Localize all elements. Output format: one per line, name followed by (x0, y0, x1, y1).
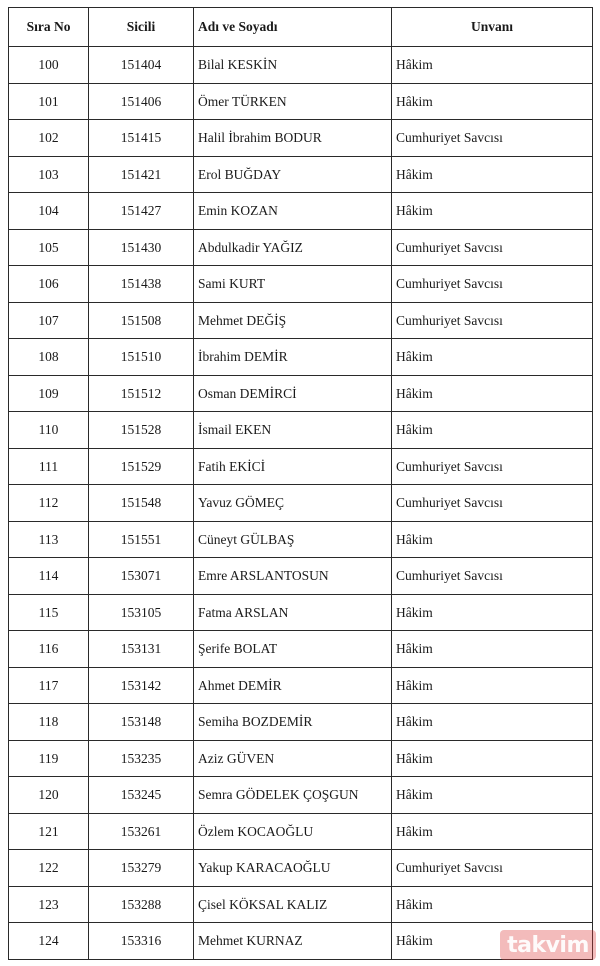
cell-sicili: 153105 (89, 594, 194, 631)
cell-sira-no: 121 (9, 813, 89, 850)
cell-adi-soyadi: Semiha BOZDEMİR (194, 704, 392, 741)
table-row (9, 156, 593, 193)
cell-sicili: 153245 (89, 777, 194, 814)
cell-sira-no: 116 (9, 631, 89, 668)
cell-unvani: Hâkim (392, 156, 593, 193)
cell-sicili: 151508 (89, 302, 194, 339)
cell-adi-soyadi: Ahmet DEMİR (194, 667, 392, 704)
cell-sira-no: 124 (9, 923, 89, 960)
cell-sira-no: 115 (9, 594, 89, 631)
watermark-text: takvim (507, 932, 589, 958)
table-row (9, 886, 593, 923)
cell-adi-soyadi: Emre ARSLANTOSUN (194, 558, 392, 595)
cell-adi-soyadi: Mehmet DEĞİŞ (194, 302, 392, 339)
cell-sicili: 153261 (89, 813, 194, 850)
cell-unvani: Hâkim (392, 412, 593, 449)
personnel-table (8, 7, 593, 960)
cell-sira-no: 105 (9, 229, 89, 266)
cell-unvani: Cumhuriyet Savcısı (392, 229, 593, 266)
header-sira-no: Sıra No (9, 8, 89, 47)
cell-sira-no: 120 (9, 777, 89, 814)
table-row (9, 813, 593, 850)
cell-unvani: Hâkim (392, 521, 593, 558)
cell-sira-no: 111 (9, 448, 89, 485)
cell-unvani: Hâkim (392, 47, 593, 84)
cell-unvani: Cumhuriyet Savcısı (392, 302, 593, 339)
cell-sira-no: 101 (9, 83, 89, 120)
cell-adi-soyadi: Ömer TÜRKEN (194, 83, 392, 120)
cell-adi-soyadi: İsmail EKEN (194, 412, 392, 449)
takvim-watermark-logo (500, 930, 596, 960)
table-row (9, 47, 593, 84)
cell-unvani: Cumhuriyet Savcısı (392, 448, 593, 485)
cell-sira-no: 107 (9, 302, 89, 339)
cell-sicili: 153071 (89, 558, 194, 595)
cell-sira-no: 114 (9, 558, 89, 595)
cell-sira-no: 104 (9, 193, 89, 230)
cell-sicili: 151415 (89, 120, 194, 157)
cell-unvani: Hâkim (392, 777, 593, 814)
cell-adi-soyadi: Çisel KÖKSAL KALIZ (194, 886, 392, 923)
cell-sicili: 151529 (89, 448, 194, 485)
cell-adi-soyadi: Fatih EKİCİ (194, 448, 392, 485)
cell-unvani: Hâkim (392, 813, 593, 850)
cell-unvani: Cumhuriyet Savcısı (392, 485, 593, 522)
table-row (9, 777, 593, 814)
cell-sira-no: 117 (9, 667, 89, 704)
cell-sira-no: 112 (9, 485, 89, 522)
cell-adi-soyadi: Abdulkadir YAĞIZ (194, 229, 392, 266)
cell-sicili: 151528 (89, 412, 194, 449)
table-row (9, 631, 593, 668)
cell-sira-no: 119 (9, 740, 89, 777)
cell-sicili: 151510 (89, 339, 194, 376)
cell-unvani: Hâkim (392, 740, 593, 777)
cell-sicili: 151512 (89, 375, 194, 412)
table-row (9, 558, 593, 595)
table-row (9, 266, 593, 303)
cell-sira-no: 113 (9, 521, 89, 558)
cell-sicili: 153235 (89, 740, 194, 777)
cell-sira-no: 108 (9, 339, 89, 376)
table-row (9, 193, 593, 230)
cell-adi-soyadi: Osman DEMİRCİ (194, 375, 392, 412)
cell-adi-soyadi: Erol BUĞDAY (194, 156, 392, 193)
table-row (9, 521, 593, 558)
cell-adi-soyadi: Halil İbrahim BODUR (194, 120, 392, 157)
table-row (9, 485, 593, 522)
table-row (9, 120, 593, 157)
header-adi-soyadi: Adı ve Soyadı (194, 8, 392, 47)
table-row (9, 704, 593, 741)
cell-sicili: 151430 (89, 229, 194, 266)
cell-sicili: 153131 (89, 631, 194, 668)
table-row (9, 850, 593, 887)
cell-sicili: 151421 (89, 156, 194, 193)
table-row (9, 667, 593, 704)
document-page (8, 7, 592, 960)
table-body (9, 47, 593, 960)
cell-unvani: Hâkim (392, 923, 593, 960)
cell-sira-no: 103 (9, 156, 89, 193)
table-row (9, 448, 593, 485)
cell-sicili: 151406 (89, 83, 194, 120)
cell-sicili: 151551 (89, 521, 194, 558)
cell-sira-no: 109 (9, 375, 89, 412)
cell-adi-soyadi: Cüneyt GÜLBAŞ (194, 521, 392, 558)
cell-unvani: Hâkim (392, 667, 593, 704)
cell-sira-no: 123 (9, 886, 89, 923)
cell-sira-no: 106 (9, 266, 89, 303)
cell-adi-soyadi: Fatma ARSLAN (194, 594, 392, 631)
header-unvani: Unvanı (392, 8, 593, 47)
cell-adi-soyadi: Semra GÖDELEK ÇOŞGUN (194, 777, 392, 814)
cell-unvani: Hâkim (392, 631, 593, 668)
cell-sira-no: 122 (9, 850, 89, 887)
cell-adi-soyadi: Sami KURT (194, 266, 392, 303)
cell-sira-no: 100 (9, 47, 89, 84)
cell-sicili: 153142 (89, 667, 194, 704)
cell-adi-soyadi: Yakup KARACAOĞLU (194, 850, 392, 887)
cell-unvani: Hâkim (392, 594, 593, 631)
table-row (9, 594, 593, 631)
cell-sicili: 151427 (89, 193, 194, 230)
table-row (9, 740, 593, 777)
header-sicili: Sicili (89, 8, 194, 47)
cell-unvani: Cumhuriyet Savcısı (392, 120, 593, 157)
cell-sira-no: 102 (9, 120, 89, 157)
cell-unvani: Cumhuriyet Savcısı (392, 558, 593, 595)
cell-sicili: 151548 (89, 485, 194, 522)
table-header-row (9, 8, 593, 47)
cell-adi-soyadi: Aziz GÜVEN (194, 740, 392, 777)
table-row (9, 412, 593, 449)
table-row (9, 83, 593, 120)
cell-sira-no: 110 (9, 412, 89, 449)
cell-adi-soyadi: Özlem KOCAOĞLU (194, 813, 392, 850)
cell-adi-soyadi: Şerife BOLAT (194, 631, 392, 668)
cell-unvani: Hâkim (392, 83, 593, 120)
cell-unvani: Cumhuriyet Savcısı (392, 850, 593, 887)
cell-unvani: Hâkim (392, 704, 593, 741)
cell-unvani: Hâkim (392, 375, 593, 412)
table-row (9, 375, 593, 412)
cell-unvani: Cumhuriyet Savcısı (392, 266, 593, 303)
cell-adi-soyadi: İbrahim DEMİR (194, 339, 392, 376)
cell-adi-soyadi: Yavuz GÖMEÇ (194, 485, 392, 522)
cell-unvani: Hâkim (392, 886, 593, 923)
table-row (9, 339, 593, 376)
cell-adi-soyadi: Mehmet KURNAZ (194, 923, 392, 960)
cell-sicili: 153279 (89, 850, 194, 887)
cell-unvani: Hâkim (392, 339, 593, 376)
cell-adi-soyadi: Emin KOZAN (194, 193, 392, 230)
cell-sicili: 153288 (89, 886, 194, 923)
cell-unvani: Hâkim (392, 193, 593, 230)
cell-sira-no: 118 (9, 704, 89, 741)
cell-sicili: 151438 (89, 266, 194, 303)
cell-sicili: 153316 (89, 923, 194, 960)
cell-sicili: 151404 (89, 47, 194, 84)
table-row (9, 229, 593, 266)
cell-sicili: 153148 (89, 704, 194, 741)
cell-adi-soyadi: Bilal KESKİN (194, 47, 392, 84)
table-row (9, 302, 593, 339)
